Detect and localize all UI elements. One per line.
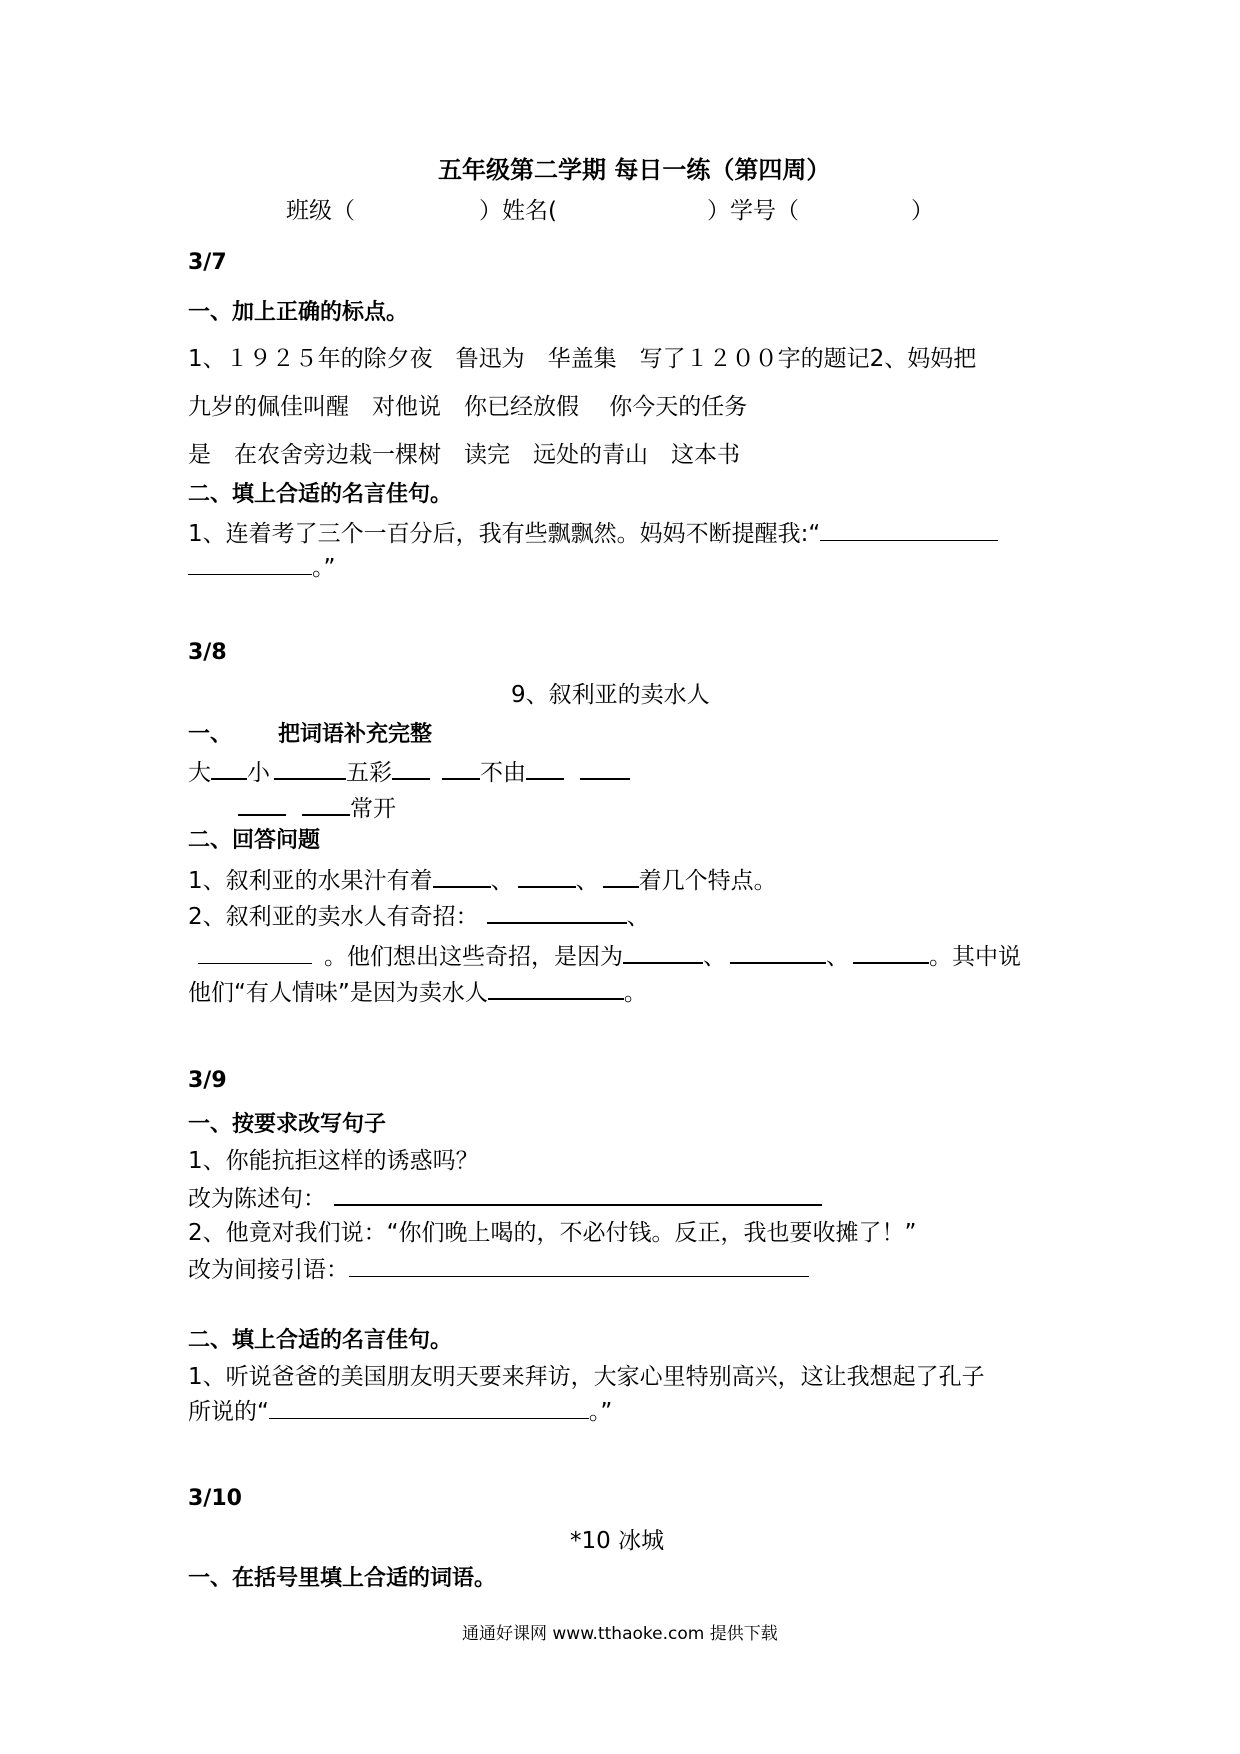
question-label: 2、叙利亚的卖水人有奇招： xyxy=(188,904,479,930)
word-blank[interactable] xyxy=(442,760,480,780)
section-heading: 一、在括号里填上合适的词语。 xyxy=(188,1566,497,1591)
separator: 、 xyxy=(490,868,514,894)
question-text xyxy=(188,980,647,1005)
question-end: 。 xyxy=(623,980,647,1006)
name-label: ）姓名( xyxy=(479,198,557,224)
question-text xyxy=(188,522,998,546)
footer-text: 通通好课网 www.tthaoke.com 提供下载 xyxy=(462,1624,778,1644)
answer-blank[interactable] xyxy=(730,944,826,964)
date-heading: 3/9 xyxy=(188,1068,227,1093)
section-title: 把词语补充完整 xyxy=(278,722,433,747)
question-text xyxy=(198,944,1021,969)
word-blanks-row xyxy=(188,760,630,785)
word-blank[interactable] xyxy=(580,760,630,780)
answer-blank[interactable] xyxy=(433,868,491,888)
student-info-line xyxy=(286,200,934,223)
question-label: 1、连着考了三个一百分后，我有些飘飘然。妈妈不断提醒我:“ xyxy=(188,521,821,547)
section-heading: 二、填上合适的名言佳句。 xyxy=(188,1328,453,1353)
answer-blank[interactable] xyxy=(603,868,639,888)
word-char: 五彩 xyxy=(346,760,392,786)
question-text xyxy=(188,1400,612,1424)
question-label: 改为陈述句： xyxy=(188,1186,326,1212)
question-label: 。其中说 xyxy=(929,944,1021,970)
answer-blank[interactable] xyxy=(820,522,998,541)
page-title: 五年级第二学期 每日一练（第四周） xyxy=(438,156,831,184)
question-end: 。” xyxy=(588,1399,613,1425)
question-text xyxy=(188,868,777,893)
question-text xyxy=(188,904,650,929)
word-blank[interactable] xyxy=(392,760,430,780)
question-label: 。他们想出这些奇招，是因为 xyxy=(324,944,623,970)
section-heading: 二、回答问题 xyxy=(188,828,321,853)
answer-blank[interactable] xyxy=(198,945,312,964)
question-label: 1、叙利亚的水果汁有着 xyxy=(188,868,433,894)
class-label: 班级（ xyxy=(286,198,355,224)
word-blank[interactable] xyxy=(302,796,350,816)
word-blank[interactable] xyxy=(238,796,286,816)
section-heading: 二、填上合适的名言佳句。 xyxy=(188,482,453,507)
question-text xyxy=(188,1258,809,1282)
exercise-line: 是 在农舍旁边栽一棵树 读完 远处的青山 这本书 xyxy=(188,442,740,468)
question-label: 所说的“ xyxy=(188,1399,269,1425)
word-char: 不由 xyxy=(480,760,526,786)
question-label: 改为间接引语： xyxy=(188,1257,349,1283)
word-blank[interactable] xyxy=(526,760,564,780)
question-end: 。” xyxy=(312,555,336,581)
question-label: 他们“有人情味”是因为卖水人 xyxy=(188,980,488,1006)
answer-blank[interactable] xyxy=(269,1400,589,1419)
section-heading xyxy=(188,724,432,746)
lesson-title: *10 冰城 xyxy=(570,1528,665,1554)
exercise-line: 九岁的佩佳叫醒 对他说 你已经放假 你今天的任务 xyxy=(188,394,748,420)
word-blank[interactable] xyxy=(211,760,247,780)
answer-blank[interactable] xyxy=(334,1186,822,1206)
word-blanks-row xyxy=(238,796,396,821)
exercise-line: 1、１９２５年的除夕夜 鲁迅为 华盖集 写了１２００字的题记2、妈妈把 xyxy=(188,346,977,372)
date-heading: 3/7 xyxy=(188,250,227,275)
answer-blank[interactable] xyxy=(349,1258,809,1277)
separator: 、 xyxy=(626,904,650,930)
question-text xyxy=(188,1186,822,1211)
question-text: 2、他竟对我们说：“你们晚上喝的，不必付钱。反正，我也要收摊了！” xyxy=(188,1220,917,1246)
answer-blank[interactable] xyxy=(488,980,624,1000)
question-text xyxy=(188,556,335,580)
word-char: 常开 xyxy=(350,796,396,822)
word-char: 小 xyxy=(247,760,270,786)
lesson-title: 9、叙利亚的卖水人 xyxy=(511,682,710,708)
question-end: 着几个特点。 xyxy=(638,868,777,894)
question-text: 1、听说爸爸的美国朋友明天要来拜访，大家心里特别高兴，这让我想起了孔子 xyxy=(188,1364,985,1390)
close-paren: ） xyxy=(910,198,934,224)
answer-blank[interactable] xyxy=(487,904,627,924)
answer-blank[interactable] xyxy=(853,944,929,964)
student-number-label: ）学号（ xyxy=(706,198,799,224)
answer-blank[interactable] xyxy=(623,944,703,964)
separator: 、 xyxy=(826,944,849,970)
word-blank[interactable] xyxy=(274,760,346,780)
date-heading: 3/8 xyxy=(188,640,227,665)
section-heading: 一、加上正确的标点。 xyxy=(188,300,409,325)
answer-blank[interactable] xyxy=(188,556,312,575)
separator: 、 xyxy=(703,944,726,970)
word-char: 大 xyxy=(188,760,211,786)
date-heading: 3/10 xyxy=(188,1486,242,1511)
answer-blank[interactable] xyxy=(518,868,576,888)
section-number: 一、 xyxy=(188,722,233,747)
separator: 、 xyxy=(575,868,599,894)
question-text: 1、你能抗拒这样的诱惑吗？ xyxy=(188,1148,479,1174)
section-heading: 一、按要求改写句子 xyxy=(188,1112,387,1137)
